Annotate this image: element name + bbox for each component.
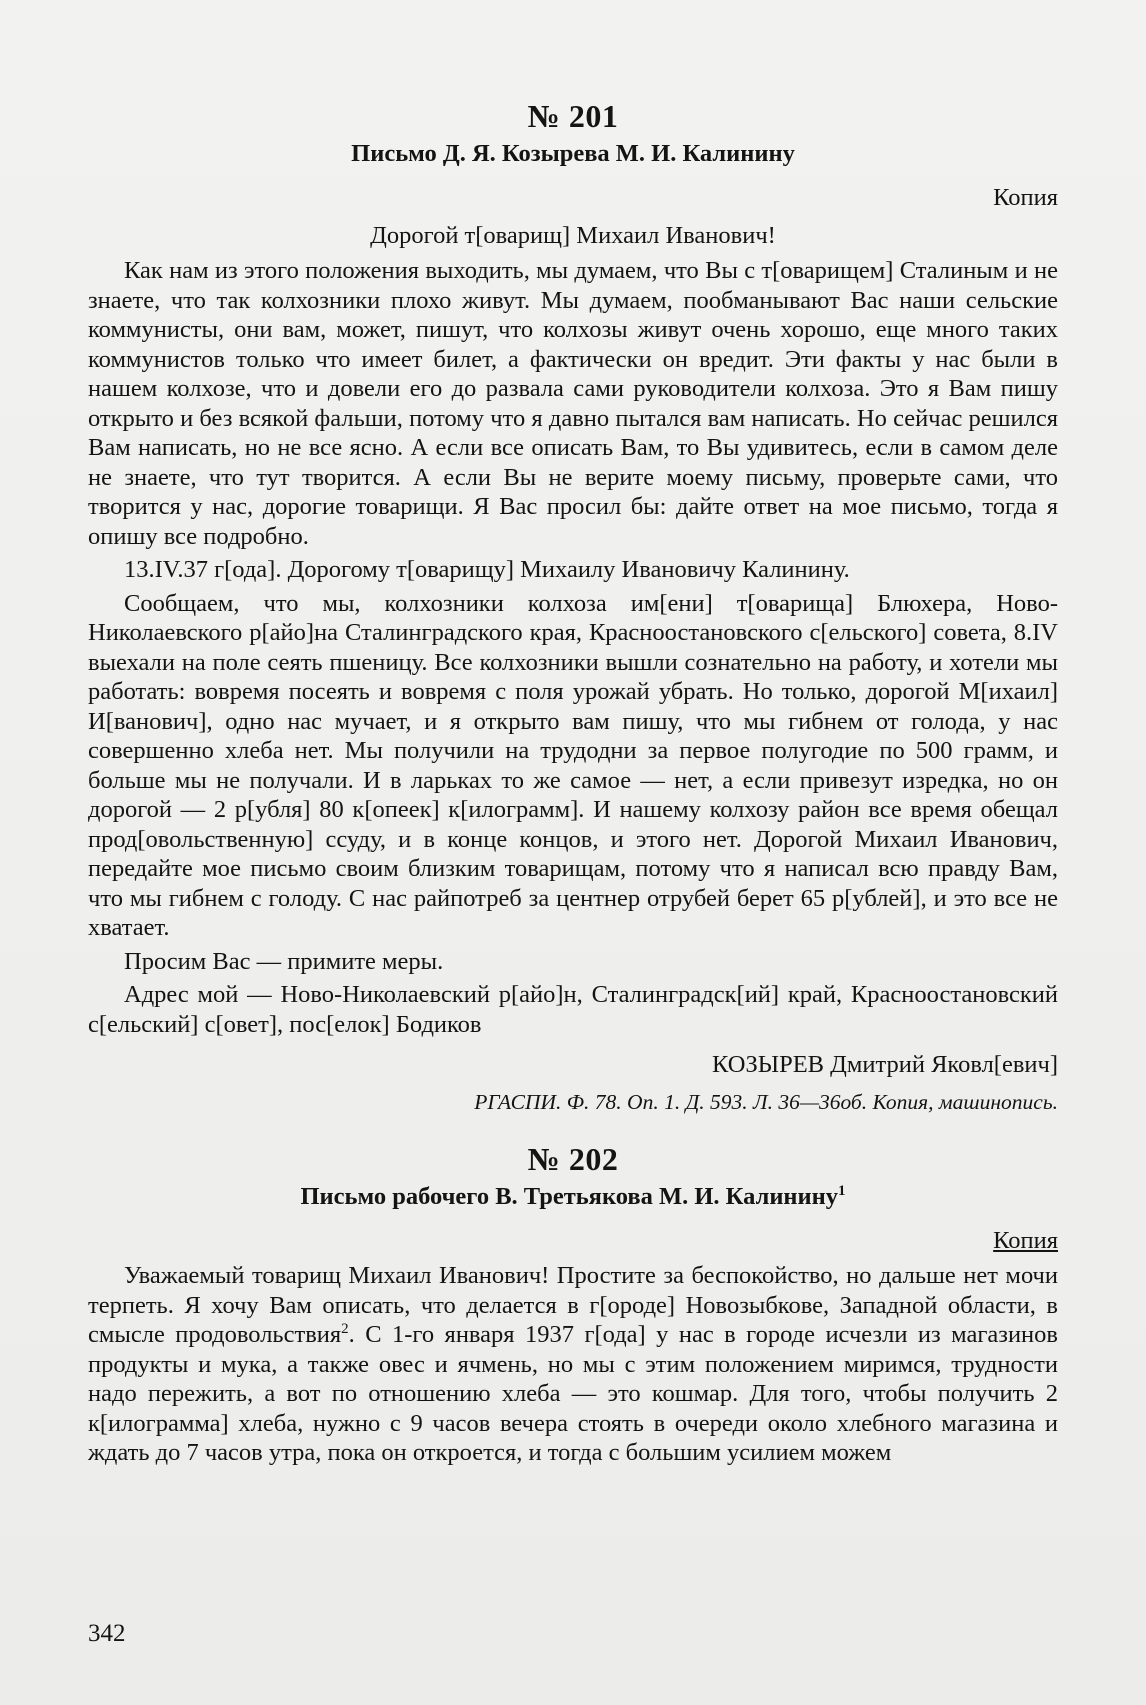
doc-201-paragraph-4: Просим Вас — примите меры. [124,947,444,975]
doc-202-paragraph-1b: . С 1-го января 1937 г[ода] у нас в городе исчезли из магазинов продукты и мука, а также овес и ячмень, но мы с этим положением миримся, трудности надо пережить, а вот по отношению хлеба — это кошмар. Для того, чтобы получить 2 к[илограмма] хлеба, нужно с 9 часов вечера стоять в очереди около хлебного магазина и ждать до 7 часов утра, пока он откроется, и тогда с большим усилием можем [88,1321,1058,1466]
doc-202-paragraph-1a: Уважаемый товарищ Михаил Иванович! Простите за беспокойство, но дальше нет мочи терпеть. Я хочу Вам описать, что делается в г[ороде] Новозыбкове, Западной области, в смысле продовольствия [88,1262,1058,1348]
doc-201-paragraph-5: Адрес мой — Ново-Николаевский р[айо]н, Сталинградск[ий] край, Красноостановский с[ельский] с[овет], пос[елок] Бодиков [88,981,1058,1038]
doc-202-copy-mark-text: Копия [993,1227,1058,1254]
footnote-ref-1[interactable]: 1 [838,1182,846,1199]
page-number: 342 [88,1620,126,1647]
doc-201-paragraph-3: Сообщаем, что мы, колхозники колхоза им[ени] т[оварища] Блюхера, Ново-Николаевского р[айо]на Сталинградского края, Красноостановского с[ельского] совета, 8.IV выехали на поле сеять пшеницу. Все колхозники вышли сознательно на работу, и хотели мы работать: вовремя посеять и вовремя с поля урожай убрать. Но только, дорогой М[ихаил] И[ванович], одно нас мучает, и я открыто вам пишу, что мы гибнем от голода, у нас совершенно хлеба нет. Мы получили на трудодни за первое полугодие по 500 грамм, и больше мы не получали. И в ларьках то же самое — нет, а если привезут изредка, но он дорогой — 2 р[убля] 80 к[опеек] к[илограмм]. И нашему колхозу район все время обещал прод[овольственную] ссуду, и в конце концов, и этого нет. Дорогой Михаил Иванович, передайте мое письмо своим близким товарищам, потому что я написал всю правду Вам, что мы гибнем с голоду. С нас райпотреб за центнер отрубей берет 65 р[ублей], и это все не хватает. [88,589,1058,941]
doc-202-paragraph-1 [88,1261,1058,1468]
footnote-ref-2[interactable]: 2 [341,1320,349,1337]
doc-202-title-text: Письмо рабочего В. Третьякова М. И. Калинину [300,1183,839,1210]
doc-201-source: РГАСПИ. Ф. 78. Оп. 1. Д. 593. Л. 36—36об. Копия, машинопись. [474,1090,1058,1114]
doc-202-number: № 202 [527,1141,619,1177]
doc-201-paragraph-2: 13.IV.37 г[ода]. Дорогому т[оварищу] Михаилу Ивановичу Калинину. [124,556,850,583]
doc-202-title [88,1181,1058,1213]
doc-201-number: № 201 [527,98,619,134]
doc-202-copy-mark [88,1225,1058,1257]
doc-201-signature: КОЗЫРЕВ Дмитрий Яковл[евич] [712,1051,1058,1078]
doc-201-copy-mark: Копия [993,184,1058,211]
doc-201-paragraph-1: Как нам из этого положения выходить, мы думаем, что Вы с т[оварищем] Сталиным и не знаете, что так колхозники плохо живут. Мы думаем, пообманывают Вас наши сельские коммунисты, они вам, может, пишут, что колхозы живут очень хорошо, еще много таких коммунистов только что имеет билет, а фактически он вредит. Эти факты у нас были в нашем колхозе, что и довели его до развала сами руководители колхоза. Это я Вам пишу открыто и без всякой фальши, потому что я давно пытался вам написать. Но сейчас решился Вам написать, но не все ясно. А если все описать Вам, то Вы удивитесь, если в самом деле не знаете, что тут творится. А если Вы не верите моему письму, проверьте сами, что творится у нас, дорогие товарищи. Я Вас просил бы: дайте ответ на мое письмо, тогда я опишу все подробно. [88,257,1058,550]
doc-201-salutation: Дорогой т[оварищ] Михаил Иванович! [370,222,776,249]
doc-201-title: Письмо Д. Я. Козырева М. И. Калинину [351,140,795,167]
document-body [88,96,1058,1468]
